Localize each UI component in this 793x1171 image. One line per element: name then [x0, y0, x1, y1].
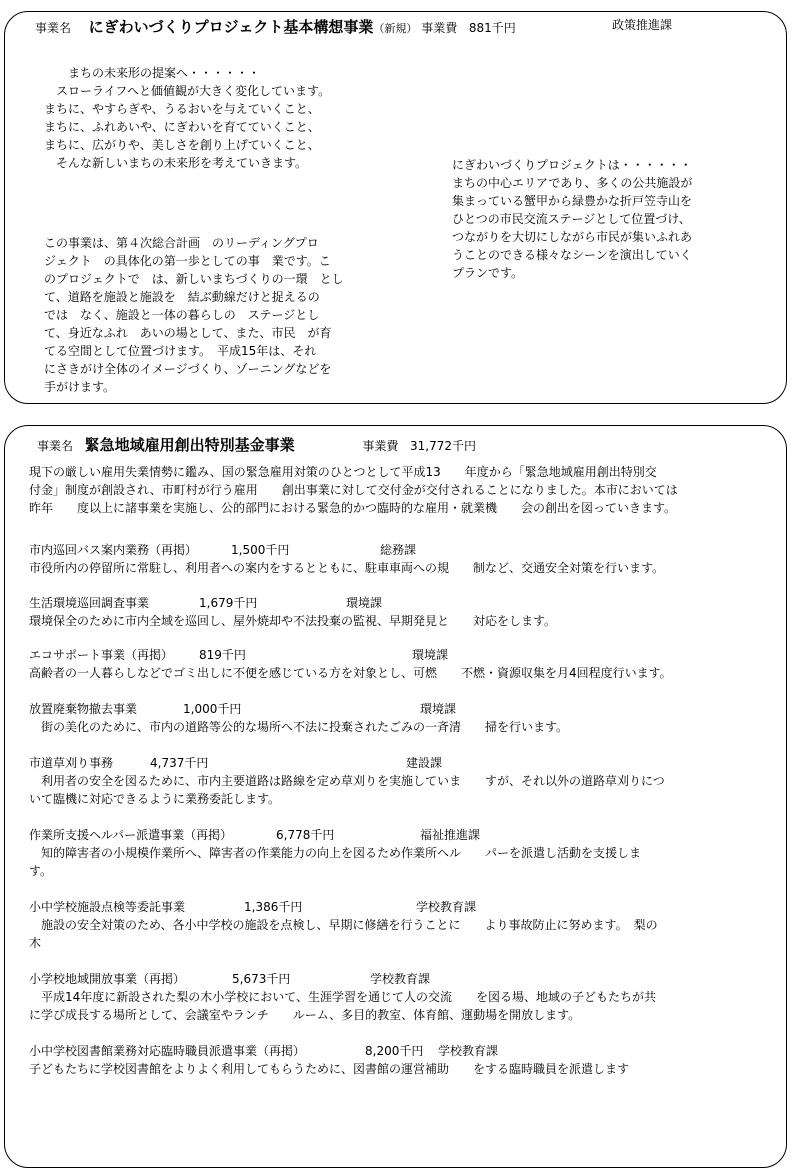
text-line: スローライフへと価値観が大きく変化しています。: [44, 84, 331, 98]
box1-description-text: [44, 234, 344, 396]
text-line: うことのできる様々なシーンを演出していく: [452, 248, 692, 262]
section-dept: 総務課: [380, 543, 417, 557]
text-line: まちの中心エリアであり、多くの公共施設が: [452, 176, 693, 190]
box1-intro-text: [44, 64, 330, 172]
section-name: エコサポート事業（再掲）: [29, 648, 174, 662]
text-line: まちに、ふれあいや、にぎわいを育てていくこと、: [44, 120, 320, 134]
text-line: この事業は、第４次総合計画 のリーディングプロ: [44, 236, 319, 250]
section-dept: 環境課: [346, 596, 383, 610]
text-line: 利用者の安全を図るために、市内主要道路は路線を定め草刈りを実施していま すが、それ以外の道路草刈りにつ: [29, 774, 665, 788]
text-line: 集まっている蟹甲から緑豊かな折戸笠寺山を: [452, 194, 693, 208]
section-name: 小中学校施設点検等委託事業: [29, 900, 186, 914]
section-dept: 福祉推進課: [420, 828, 481, 842]
text-line: まちの未来形の提案へ・・・・・・: [44, 66, 261, 80]
text-line: て、身近なふれ あいの場として、また、市民 が育: [44, 326, 332, 340]
text-line: では なく、施設と一体の暮らしの ステージとし: [44, 308, 320, 322]
section-cost: 4,737千円: [150, 756, 209, 770]
section-cost: 1,500千円: [231, 543, 290, 557]
section-cost: 1,679千円: [199, 596, 258, 610]
section-name: 放置廃棄物撤去事業: [29, 702, 138, 716]
section-body: [29, 612, 556, 630]
text-line: まちに、広がりや、美しさを創り上げていくこと、: [44, 138, 320, 152]
text-line: にさきがけ全体のイメージづくり、ゾーニングなどを: [44, 362, 332, 376]
section-body: [29, 559, 664, 577]
text-line: 昨年 度以上に諸事業を実施し、公的部門における緊急的かつ臨時的な雇用・就業機 会の創出を図っていきます。: [29, 501, 677, 515]
section-cost: 6,778千円: [276, 828, 335, 842]
section-dept: 学校教育課: [370, 972, 431, 986]
section-body: [29, 916, 658, 952]
text-line: まちに、やすらぎや、うるおいを与えていくこと、: [44, 102, 320, 116]
section-cost: 1,386千円: [244, 900, 303, 914]
section-name: 生活環境巡回調査事業: [29, 596, 150, 610]
text-line: 平成14年度に新設された梨の木小学校において、生涯学習を通じて人の交流 を図る場、地域の子どもたちが共: [29, 990, 657, 1004]
section-name: 小学校地域開放事業（再掲）: [29, 972, 186, 986]
section-body: [29, 1060, 629, 1078]
section-body: [29, 844, 641, 880]
text-line: 知的障害者の小規模作業所へ、障害者の作業能力の向上を図るため作業所ヘル パーを派遣し活動を支援しま: [29, 846, 642, 860]
text-line: そんな新しいまちの未来形を考えていきます。: [44, 156, 308, 170]
box2-title: 緊急地域雇用創出特別基金事業: [84, 436, 295, 454]
section-name: 小中学校図書館業務対応臨時職員派遣事業（再掲）: [29, 1044, 306, 1058]
section-body: [29, 664, 672, 682]
section-cost: 819千円: [199, 648, 246, 662]
box1-title: にぎわいづくりプロジェクト基本構想事業: [88, 18, 374, 36]
box1-header: [35, 16, 516, 37]
section-cost: 8,200千円: [365, 1044, 424, 1058]
box2-label: 事業名: [37, 439, 74, 453]
box2-cost: 31,772千円: [410, 439, 477, 453]
section-cost: 1,000千円: [183, 702, 242, 716]
section-body: [29, 772, 665, 808]
text-line: す。: [29, 864, 53, 878]
box1-project-text: [452, 156, 692, 282]
text-line: ジェクト の具体化の第一歩としての事 業です。こ: [44, 254, 331, 268]
box2-cost-label: 事業費: [362, 439, 399, 453]
text-line: つながりを大切にしながら市民が集いふれあ: [452, 230, 693, 244]
section-dept: 学校教育課: [416, 900, 477, 914]
box1-label: 事業名: [35, 21, 72, 35]
text-line: 施設の安全対策のため、各小中学校の施設を点検し、早期に修繕を行うことに より事故防止に努めます。 梨の: [29, 918, 658, 932]
section-dept: 環境課: [412, 648, 449, 662]
text-line: のプロジェクトで は、新しいまちづくりの一環 とし: [44, 272, 344, 286]
text-line: ひとつの市民交流ステージとして位置づけ、: [452, 212, 691, 226]
text-line: 木: [29, 936, 42, 950]
text-line: 街の美化のために、市内の道路等公的な場所へ不法に投棄されたごみの一斉清 掃を行います。: [29, 720, 569, 734]
text-line: にぎわいづくりプロジェクトは・・・・・・: [452, 158, 692, 172]
section-name: 市内巡回バス案内業務（再掲）: [29, 543, 198, 557]
section-dept: 建設課: [406, 756, 443, 770]
text-line: 市役所内の停留所に常駐し、利用者への案内をするとともに、駐車車両への規 制など、交通安全対策を行います。: [29, 561, 665, 575]
box1-cost: 881千円: [468, 21, 516, 35]
text-line: 付金」制度が創設され、市町村が行う雇用 創出事業に対して交付金が交付されることになりました。本市においては: [29, 483, 678, 497]
text-line: 手がけます。: [44, 380, 116, 394]
box2-intro-text: [29, 463, 678, 517]
section-dept: 学校教育課: [438, 1044, 499, 1058]
section-body: [29, 718, 568, 736]
box1-cost-label: 事業費: [421, 21, 458, 35]
text-line: てる空間として位置づけます。 平成15年は、それ: [44, 344, 317, 358]
section-cost: 5,673千円: [232, 972, 291, 986]
text-line: 子どもたちに学校図書館をよりよく利用してもらうために、図書館の運営補助 をする臨時職員を派遣します: [29, 1062, 630, 1076]
box2-header: [37, 434, 476, 455]
text-line: いて臨機に対応できるように業務委託します。: [29, 792, 281, 806]
text-line: 高齢者の一人暮らしなどでゴミ出しに不便を感じている方を対象とし、可燃 不燃・資源収集を月4回程度行います。: [29, 666, 672, 680]
section-body: [29, 988, 656, 1024]
box1-status: （新規）: [373, 22, 418, 35]
section-name: 市道草刈り事務: [29, 756, 114, 770]
text-line: に学び成長する場所として、会議室やランチ ルーム、多目的教室、体育館、運動場を開放します。: [29, 1008, 581, 1022]
text-line: 現下の厳しい雇用失業情勢に鑑み、国の緊急雇用対策のひとつとして平成13 年度から「緊急地域雇用創出特別交: [29, 465, 657, 479]
text-line: 環境保全のために市内全域を巡回し、屋外焼却や不法投棄の監視、早期発見と 対応をします。: [29, 614, 557, 628]
text-line: プランです。: [452, 266, 524, 280]
box1-dept: 政策推進課: [612, 18, 673, 32]
section-name: 作業所支援ヘルパー派遣事業（再掲）: [29, 828, 233, 842]
section-dept: 環境課: [420, 702, 457, 716]
text-line: て、道路を施設と施設を 結ぶ動線だけと捉えるの: [44, 290, 320, 304]
